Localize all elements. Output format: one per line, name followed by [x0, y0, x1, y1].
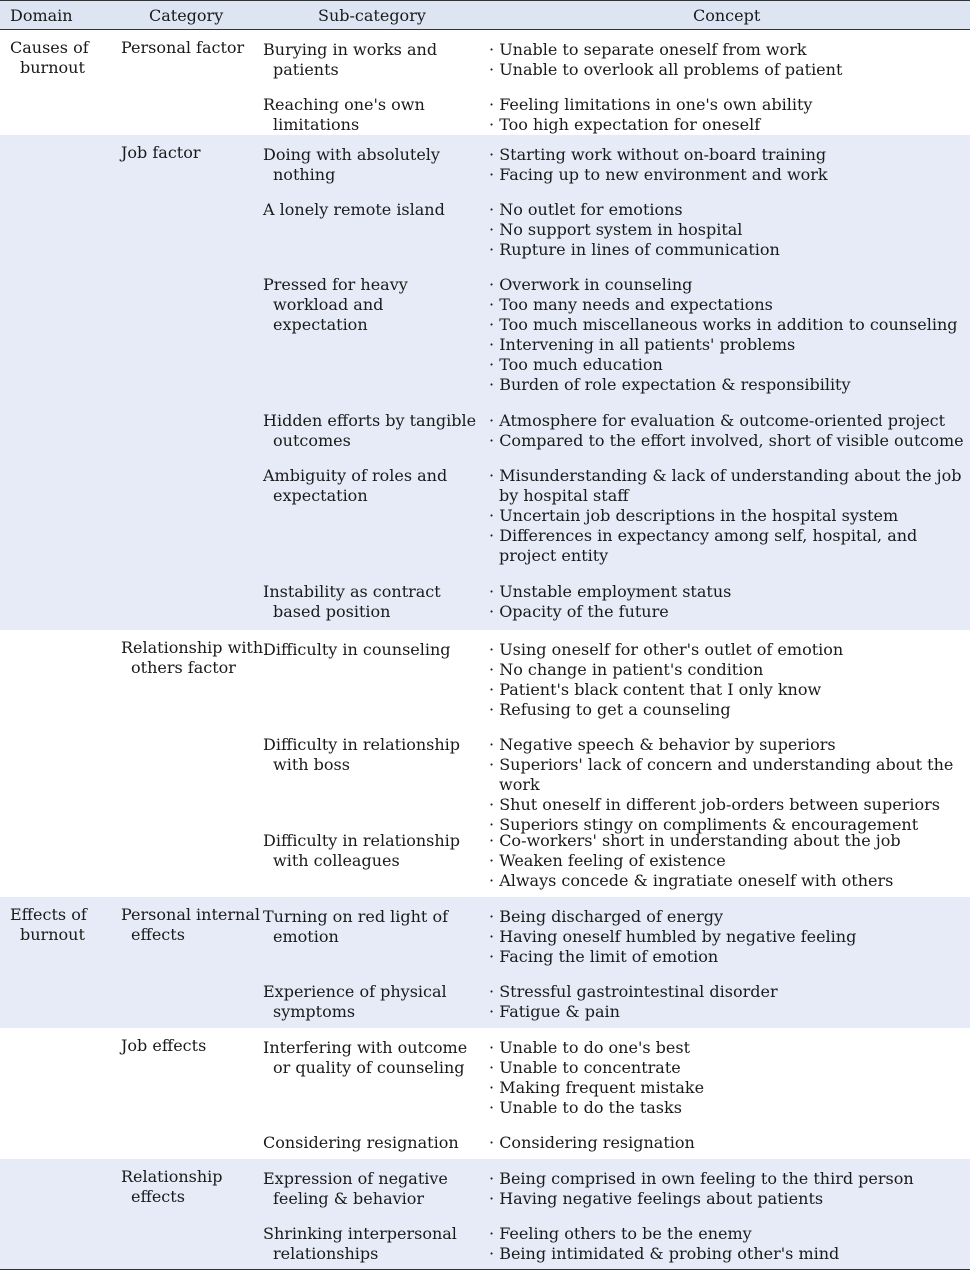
- concept-text: Rupture in lines of communication: [499, 240, 780, 259]
- bullet-glyph: ·: [489, 735, 495, 754]
- concept-text: Opacity of the future: [499, 602, 669, 621]
- concept-item: [489, 506, 967, 526]
- category-cell: Personal factor: [121, 38, 245, 57]
- bullet-glyph: ·: [489, 375, 495, 394]
- concept-item: [489, 907, 967, 927]
- concept-item: [489, 145, 967, 165]
- concept-list: [489, 640, 967, 720]
- concept-item: [489, 275, 967, 295]
- header-category: Category: [149, 6, 224, 25]
- bullet-glyph: ·: [489, 145, 495, 164]
- bullet-glyph: ·: [489, 506, 495, 525]
- concept-list: [489, 466, 967, 566]
- subcategory-cell: Difficulty in counseling: [263, 640, 451, 659]
- bullet-glyph: ·: [489, 1038, 495, 1057]
- concept-text: Fatigue & pain: [499, 1002, 620, 1021]
- concept-list: [489, 1224, 967, 1264]
- subcategory-cell: Turning on red light of emotion: [263, 907, 448, 946]
- concept-item: [489, 582, 967, 602]
- subcategory-cell: Reaching one's own limitations: [263, 95, 425, 134]
- concept-item: [489, 1098, 967, 1118]
- bullet-glyph: ·: [489, 315, 495, 334]
- table-row-group: [0, 1028, 970, 1159]
- concept-item: [489, 947, 967, 967]
- concept-text: Unable to concentrate: [499, 1058, 681, 1077]
- concept-item: [489, 640, 967, 660]
- domain-cell: Effects of burnout: [10, 905, 87, 944]
- subcategory-cell: Difficulty in relationship with boss: [263, 735, 461, 774]
- bullet-glyph: ·: [489, 1002, 495, 1021]
- concept-item: [489, 315, 967, 335]
- bullet-glyph: ·: [489, 60, 495, 79]
- concept-item: [489, 700, 967, 720]
- subcategory-cell: Instability as contract based position: [263, 582, 441, 621]
- concept-item: [489, 982, 967, 1002]
- concept-text: Being intimidated & probing other's mind: [499, 1244, 840, 1263]
- table-row-group: [0, 1159, 970, 1269]
- concept-item: [489, 755, 967, 795]
- bullet-glyph: ·: [489, 851, 495, 870]
- concept-item: [489, 295, 967, 315]
- concept-text: Unstable employment status: [499, 582, 732, 601]
- subcategory-cell: Interfering with outcome or quality of counseling: [263, 1038, 468, 1077]
- concept-text: Stressful gastrointestinal disorder: [499, 982, 778, 1001]
- concept-item: [489, 200, 967, 220]
- concept-list: [489, 735, 967, 835]
- concept-list: [489, 145, 967, 185]
- concept-item: [489, 660, 967, 680]
- concept-text: No change in patient's condition: [499, 660, 764, 679]
- concept-item: [489, 1224, 967, 1244]
- bullet-glyph: ·: [489, 871, 495, 890]
- concept-text: Having oneself humbled by negative feeling: [499, 927, 857, 946]
- bullet-glyph: ·: [489, 947, 495, 966]
- concept-text: Superiors' lack of concern and understanding about the work: [499, 755, 954, 794]
- concept-text: Patient's black content that I only know: [499, 680, 822, 699]
- concept-text: Compared to the effort involved, short of visible outcome: [499, 431, 964, 450]
- bullet-glyph: ·: [489, 1133, 495, 1152]
- concept-text: Uncertain job descriptions in the hospital system: [499, 506, 899, 525]
- bullet-glyph: ·: [489, 40, 495, 59]
- bullet-glyph: ·: [489, 165, 495, 184]
- concept-text: Making frequent mistake: [499, 1078, 705, 1097]
- concept-item: [489, 1244, 967, 1264]
- concept-text: Considering resignation: [499, 1133, 695, 1152]
- bullet-glyph: ·: [489, 1189, 495, 1208]
- concept-item: [489, 95, 967, 115]
- concept-item: [489, 240, 967, 260]
- concept-text: Shut oneself in different job-orders between superiors: [499, 795, 940, 814]
- concept-text: Being discharged of energy: [499, 907, 724, 926]
- table-row-group: [0, 897, 970, 1028]
- bullet-glyph: ·: [489, 355, 495, 374]
- bullet-glyph: ·: [489, 466, 495, 485]
- concept-text: Starting work without on-board training: [499, 145, 827, 164]
- concept-item: [489, 115, 967, 135]
- bullet-glyph: ·: [489, 582, 495, 601]
- concept-item: [489, 1058, 967, 1078]
- concept-text: Feeling limitations in one's own ability: [499, 95, 813, 114]
- subcategory-cell: Expression of negative feeling & behavior: [263, 1169, 448, 1208]
- category-cell: Personal internal effects: [121, 905, 260, 944]
- concept-item: [489, 335, 967, 355]
- concept-list: [489, 1133, 967, 1153]
- concept-text: Facing the limit of emotion: [499, 947, 719, 966]
- concept-list: [489, 275, 967, 395]
- subcategory-cell: Hidden efforts by tangible outcomes: [263, 411, 477, 450]
- table-row-group: [0, 30, 970, 135]
- subcategory-cell: Difficulty in relationship with colleagues: [263, 831, 461, 870]
- concept-item: [489, 375, 967, 395]
- subcategory-cell: Doing with absolutely nothing: [263, 145, 440, 184]
- concept-list: [489, 907, 967, 967]
- concept-item: [489, 1169, 967, 1189]
- bullet-glyph: ·: [489, 115, 495, 134]
- concept-text: Intervening in all patients' problems: [499, 335, 796, 354]
- bullet-glyph: ·: [489, 275, 495, 294]
- concept-item: [489, 220, 967, 240]
- concept-item: [489, 1038, 967, 1058]
- table-row-group: [0, 135, 970, 630]
- concept-text: Overwork in counseling: [499, 275, 693, 294]
- bullet-glyph: ·: [489, 831, 495, 850]
- concept-text: Misunderstanding & lack of understanding about the job by hospital staff: [499, 466, 962, 505]
- concept-item: [489, 60, 967, 80]
- concept-text: Unable to do one's best: [499, 1038, 690, 1057]
- concept-item: [489, 831, 967, 851]
- concept-text: Too much education: [499, 355, 663, 374]
- table-header: [0, 0, 970, 30]
- concept-text: Facing up to new environment and work: [499, 165, 828, 184]
- bullet-glyph: ·: [489, 95, 495, 114]
- concept-list: [489, 411, 967, 451]
- concept-item: [489, 1133, 967, 1153]
- subcategory-cell: Experience of physical symptoms: [263, 982, 447, 1021]
- header-subcategory: Sub-category: [318, 6, 426, 25]
- bullet-glyph: ·: [489, 795, 495, 814]
- bullet-glyph: ·: [489, 680, 495, 699]
- concept-item: [489, 927, 967, 947]
- bullet-glyph: ·: [489, 1244, 495, 1263]
- bullet-glyph: ·: [489, 526, 495, 545]
- category-cell: Job factor: [121, 143, 201, 162]
- concept-text: Too high expectation for oneself: [499, 115, 761, 134]
- concept-text: Feeling others to be the enemy: [499, 1224, 752, 1243]
- bullet-glyph: ·: [489, 602, 495, 621]
- subcategory-cell: Shrinking interpersonal relationships: [263, 1224, 457, 1263]
- concept-text: Co-workers' short in understanding about the job: [499, 831, 901, 850]
- bullet-glyph: ·: [489, 1058, 495, 1077]
- concept-item: [489, 1189, 967, 1209]
- bullet-glyph: ·: [489, 640, 495, 659]
- concept-list: [489, 582, 967, 622]
- concept-text: Negative speech & behavior by superiors: [499, 735, 836, 754]
- bullet-glyph: ·: [489, 815, 495, 834]
- bullet-glyph: ·: [489, 335, 495, 354]
- concept-item: [489, 165, 967, 185]
- concept-item: [489, 680, 967, 700]
- bullet-glyph: ·: [489, 927, 495, 946]
- concept-list: [489, 95, 967, 135]
- concept-list: [489, 831, 967, 891]
- bullet-glyph: ·: [489, 1098, 495, 1117]
- concept-list: [489, 40, 967, 80]
- table-bottom-rule: [0, 1269, 970, 1270]
- category-cell: Relationship effects: [121, 1167, 223, 1206]
- bullet-glyph: ·: [489, 660, 495, 679]
- bullet-glyph: ·: [489, 200, 495, 219]
- bullet-glyph: ·: [489, 755, 495, 774]
- concept-item: [489, 1078, 967, 1098]
- concept-text: Always concede & ingratiate oneself with others: [499, 871, 894, 890]
- concept-item: [489, 602, 967, 622]
- concept-text: Refusing to get a counseling: [499, 700, 731, 719]
- header-concept: Concept: [693, 6, 761, 25]
- table-body: [0, 30, 970, 1269]
- concept-text: Being comprised in own feeling to the third person: [499, 1169, 914, 1188]
- concept-text: Superiors stingy on compliments & encouragement: [499, 815, 919, 834]
- bullet-glyph: ·: [489, 295, 495, 314]
- concept-list: [489, 982, 967, 1022]
- concept-text: Unable to overlook all problems of patient: [499, 60, 843, 79]
- concept-list: [489, 1169, 967, 1209]
- bullet-glyph: ·: [489, 220, 495, 239]
- concept-item: [489, 40, 967, 60]
- concept-item: [489, 735, 967, 755]
- header-domain: Domain: [10, 6, 73, 25]
- category-cell: Relationship with others factor: [121, 638, 264, 677]
- bullet-glyph: ·: [489, 411, 495, 430]
- bullet-glyph: ·: [489, 1224, 495, 1243]
- concept-item: [489, 526, 967, 566]
- bullet-glyph: ·: [489, 907, 495, 926]
- concept-text: Unable to separate oneself from work: [499, 40, 807, 59]
- concept-item: [489, 871, 967, 891]
- bullet-glyph: ·: [489, 1169, 495, 1188]
- subcategory-cell: Ambiguity of roles and expectation: [263, 466, 448, 505]
- bullet-glyph: ·: [489, 431, 495, 450]
- concept-item: [489, 411, 967, 431]
- subcategory-cell: Burying in works and patients: [263, 40, 438, 79]
- concept-text: Unable to do the tasks: [499, 1098, 682, 1117]
- bullet-glyph: ·: [489, 982, 495, 1001]
- domain-cell: Causes of burnout: [10, 38, 89, 77]
- concept-item: [489, 431, 967, 451]
- concept-item: [489, 795, 967, 815]
- bullet-glyph: ·: [489, 700, 495, 719]
- concept-text: Weaken feeling of existence: [499, 851, 726, 870]
- subcategory-cell: A lonely remote island: [263, 200, 445, 219]
- concept-text: Using oneself for other's outlet of emotion: [499, 640, 844, 659]
- concept-text: No support system in hospital: [499, 220, 743, 239]
- category-cell: Job effects: [121, 1036, 207, 1055]
- concept-list: [489, 1038, 967, 1118]
- concept-text: Burden of role expectation & responsibility: [499, 375, 851, 394]
- concept-item: [489, 851, 967, 871]
- concept-text: No outlet for emotions: [499, 200, 683, 219]
- concept-list: [489, 200, 967, 260]
- concept-text: Having negative feelings about patients: [499, 1189, 824, 1208]
- concept-text: Differences in expectancy among self, hospital, and project entity: [499, 526, 918, 565]
- concept-item: [489, 355, 967, 375]
- subcategory-cell: Pressed for heavy workload and expectation: [263, 275, 408, 334]
- concept-text: Atmosphere for evaluation & outcome-oriented project: [499, 411, 946, 430]
- bullet-glyph: ·: [489, 240, 495, 259]
- concept-item: [489, 1002, 967, 1022]
- bullet-glyph: ·: [489, 1078, 495, 1097]
- concept-item: [489, 466, 967, 506]
- concept-text: Too many needs and expectations: [499, 295, 773, 314]
- subcategory-cell: Considering resignation: [263, 1133, 459, 1152]
- concept-text: Too much miscellaneous works in addition to counseling: [499, 315, 958, 334]
- table-row-group: [0, 630, 970, 897]
